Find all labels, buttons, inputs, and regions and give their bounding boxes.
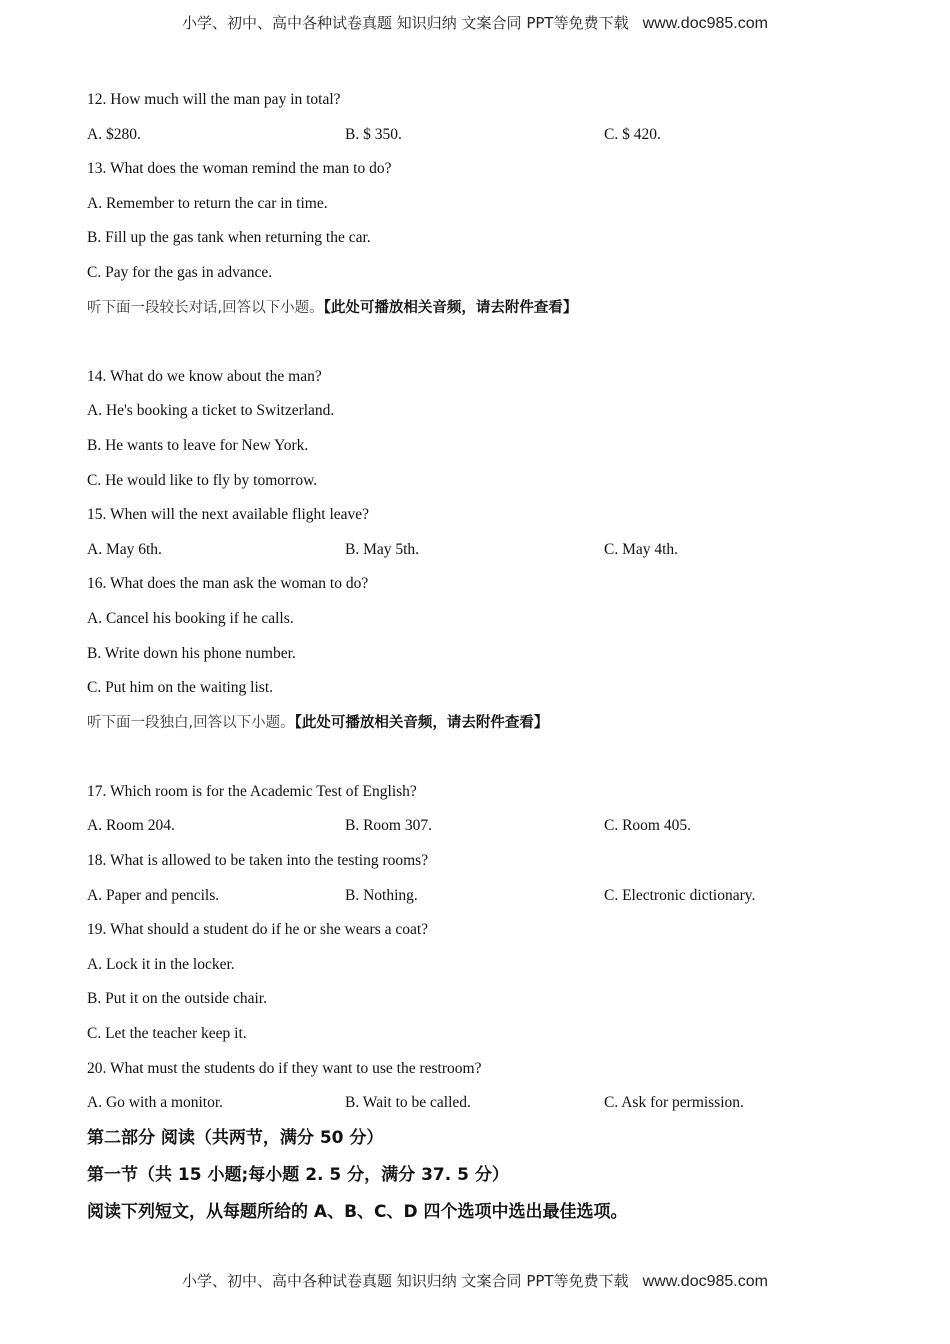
options-12: [87, 123, 887, 158]
option-c: C. Ask for permission.: [604, 1094, 744, 1112]
instruction-text: 听下面一段独白,回答以下小题。: [87, 714, 295, 731]
option-a: A. Paper and pencils.: [87, 886, 220, 904]
option-a: A. Lock it in the locker.: [87, 955, 235, 973]
option-b: B. Put it on the outside chair.: [87, 990, 267, 1008]
option-c: C. $ 420.: [604, 125, 661, 143]
option-a: A. $280.: [87, 125, 141, 143]
reading-instruction: 阅读下列短文，从每题所给的 A、B、C、D 四个选项中选出最佳选项。: [87, 1201, 628, 1222]
instruction-long-dialogue: [87, 296, 887, 331]
options-18: [87, 884, 887, 919]
header-banner: [0, 12, 950, 33]
option-a: A. He's booking a ticket to Switzerland.: [87, 402, 335, 420]
option-a: A. Remember to return the car in time.: [87, 194, 328, 212]
question-14: 14. What do we know about the man?: [87, 367, 322, 385]
question-12: 12. How much will the man pay in total?: [87, 91, 341, 108]
question-15: 15. When will the next available flight leave?: [87, 506, 370, 524]
option-b: B. Write down his phone number.: [87, 644, 296, 662]
instruction-monologue: [87, 711, 887, 746]
banner-site[interactable]: www.doc985.com: [642, 15, 768, 32]
audio-note: 【此处可播放相关音频，请去附件查看】: [294, 714, 549, 731]
option-c: C. May 4th.: [604, 540, 679, 558]
question-19: 19. What should a student do if he or she wears a coat?: [87, 921, 429, 939]
options-17: [87, 814, 887, 849]
option-c: C. Room 405.: [604, 817, 691, 835]
option-c: C. Pay for the gas in advance.: [87, 263, 273, 281]
instruction-text: 听下面一段较长对话,回答以下小题。: [87, 299, 324, 316]
options-20: [87, 1091, 887, 1126]
question-16: 16. What does the man ask the woman to do?: [87, 575, 369, 593]
banner-text: 小学、初中、高中各种试卷真题 知识归纳 文案合同 PPT等免费下载: [182, 14, 629, 32]
option-c: C. He would like to fly by tomorrow.: [87, 471, 318, 489]
option-b: B. Wait to be called.: [345, 1094, 471, 1112]
exam-content: [87, 88, 887, 1237]
part2-title: 第二部分 阅读（共两节，满分 50 分）: [87, 1127, 384, 1148]
question-13: 13. What does the woman remind the man to do?: [87, 160, 392, 178]
option-b: B. Nothing.: [345, 886, 418, 904]
option-c: C. Put him on the waiting list.: [87, 679, 274, 697]
option-b: B. May 5th.: [345, 540, 420, 558]
option-b: B. $ 350.: [345, 125, 402, 143]
option-b: B. He wants to leave for New York.: [87, 436, 309, 454]
option-a: A. Room 204.: [87, 817, 175, 835]
option-a: A. May 6th.: [87, 540, 162, 558]
section1-title: 第一节（共 15 小题;每小题 2. 5 分，满分 37. 5 分）: [87, 1164, 509, 1185]
option-b: B. Room 307.: [345, 817, 432, 835]
banner-site[interactable]: www.doc985.com: [642, 1273, 768, 1290]
banner-text: 小学、初中、高中各种试卷真题 知识归纳 文案合同 PPT等免费下载: [182, 1272, 629, 1290]
footer-banner: [0, 1270, 950, 1291]
option-c: C. Let the teacher keep it.: [87, 1025, 247, 1043]
option-a: A. Cancel his booking if he calls.: [87, 609, 294, 627]
question-18: 18. What is allowed to be taken into the testing rooms?: [87, 852, 429, 870]
audio-note: 【此处可播放相关音频，请去附件查看】: [323, 299, 578, 316]
option-a: A. Go with a monitor.: [87, 1094, 224, 1112]
option-c: C. Electronic dictionary.: [604, 886, 756, 904]
question-20: 20. What must the students do if they want to use the restroom?: [87, 1059, 482, 1077]
question-17: 17. Which room is for the Academic Test of English?: [87, 782, 417, 800]
options-15: [87, 538, 887, 573]
option-b: B. Fill up the gas tank when returning the car.: [87, 229, 371, 247]
